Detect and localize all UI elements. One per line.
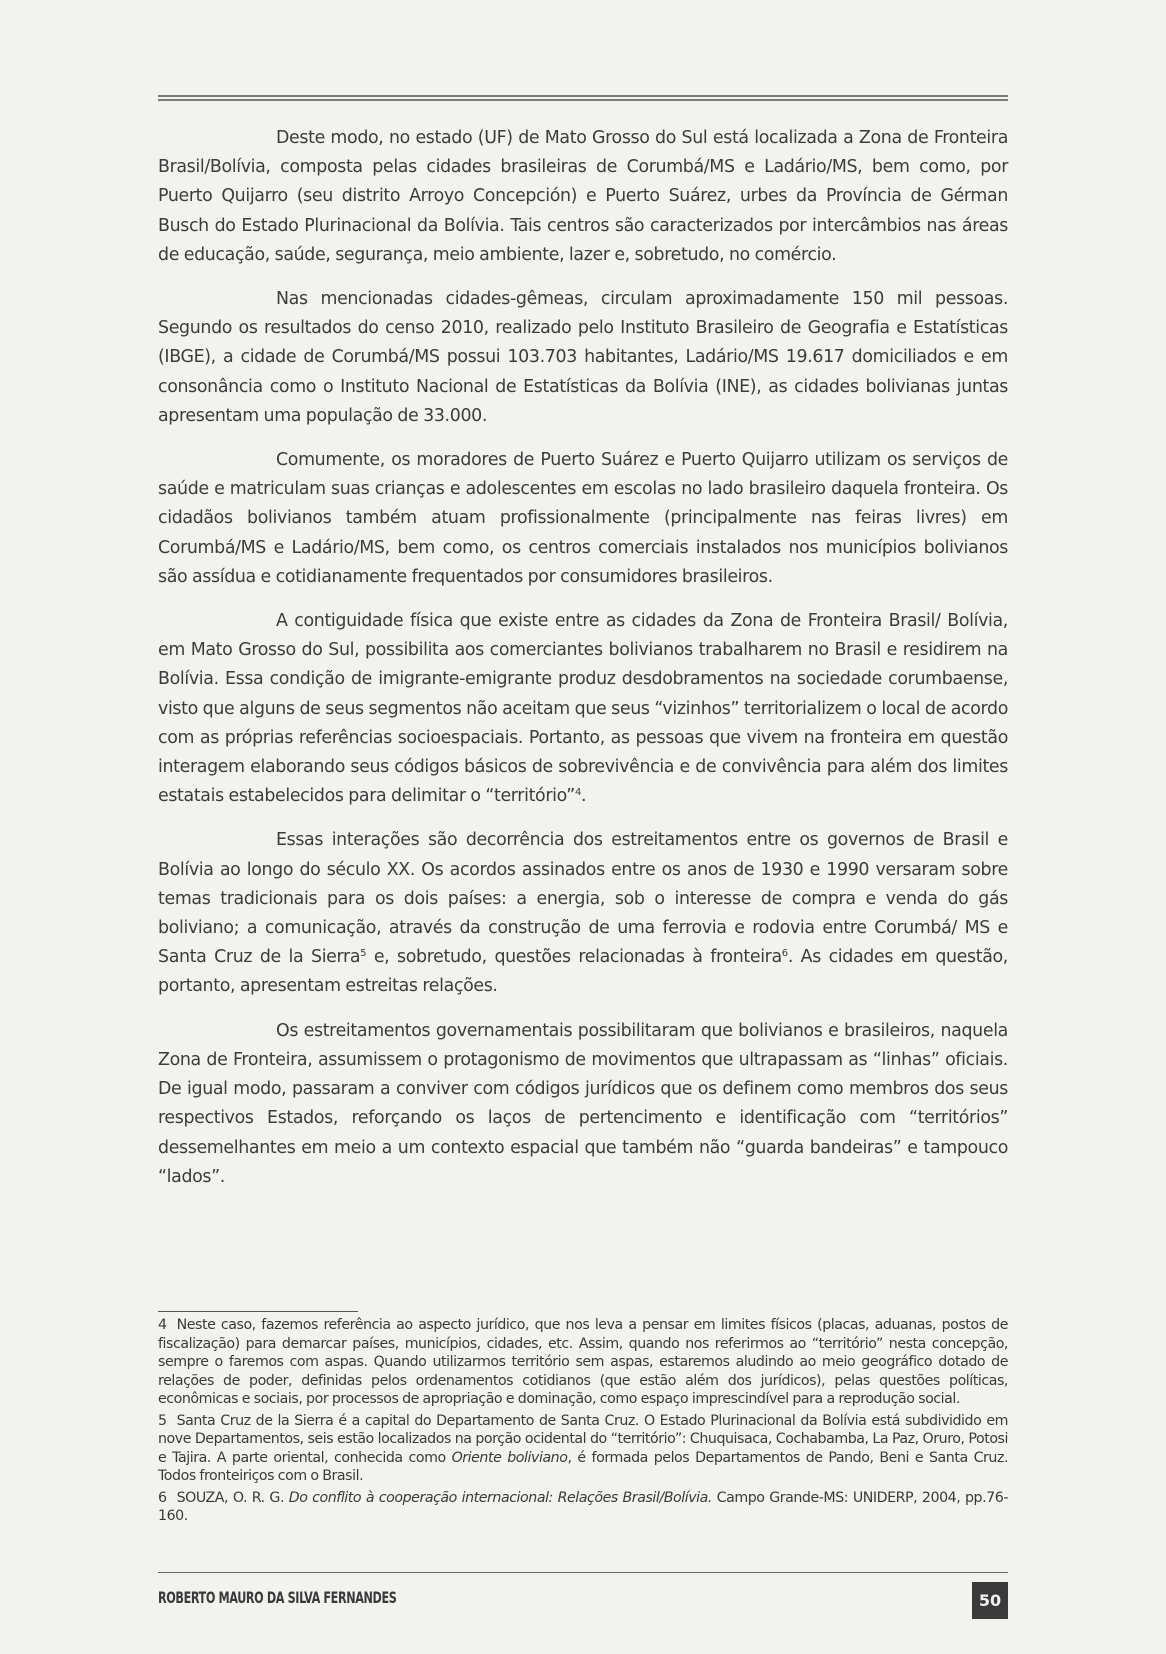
paragraph-5-part-2: e, sobretudo, questões relacionadas à fronteira xyxy=(366,947,782,968)
footnote-6-text-b: Campo Grande-MS: UNIDERP, 2004, pp.76-160. xyxy=(158,1489,1008,1524)
footnote-ref-6[interactable]: 6 xyxy=(781,948,788,960)
footnote-4-text: Neste caso, fazemos referência ao aspecto jurídico, que nos leva a pensar em limites físicos (placas, aduanas, postos de fiscalização) para demarcar países, municípios, cidades, etc. Assim, quando nos referirmos ao “território” nesta concepção, sempre o faremos com aspas. Quando utilizarmos território sem aspas, estaremos aludindo ao meio geográfico dotado de relações de poder, definidas pelos ordenamentos cotidianos (que estão além dos jurídicos), pelas questões políticas, econômicas e sociais, por processos de apropriação e dominação, como espaço imprescindível para a reprodução social. xyxy=(158,1317,1008,1407)
paragraph-5 xyxy=(158,826,1008,1001)
footer-rule xyxy=(158,1572,1008,1573)
paragraph-2: Nas mencionadas cidades-gêmeas, circulam aproximadamente 150 mil pessoas. Segundo os resultados do censo 2010, realizado pelo Instituto Brasileiro de Geografia e Estatísticas (IBGE), a cidade de Corumbá/MS possui 103.703 habitantes, Ladário/MS 19.617 domiciliados e em consonância como o Instituto Nacional de Estatísticas da Bolívia (INE), as cidades bolivianas juntas apresentam uma população de 33.000. xyxy=(158,289,1008,426)
header-double-rule xyxy=(158,95,1008,101)
footnote-6-number: 6 xyxy=(158,1489,167,1506)
body-text xyxy=(158,124,1008,1207)
page-number-badge: 50 xyxy=(972,1582,1008,1619)
footnote-6-italic: Do conflito à cooperação internacional: Relações Brasil/Bolívia. xyxy=(288,1489,712,1506)
footnotes xyxy=(158,1316,1008,1529)
paragraph-4-text: A contiguidade física que existe entre as cidades da Zona de Fronteira Brasil/ Bolívia, em Mato Grosso do Sul, possibilita aos comerciantes bolivianos trabalharem no Brasil e residirem na Bolívia. Essa condição de imigrante-emigrante produz desdobramentos na sociedade corumbaense, visto que alguns de seus segmentos não aceitam que seus “vizinhos” territorializem o local de acordo com as próprias referências socioespaciais. Portanto, as pessoas que vivem na fronteira em questão interagem elaborando seus códigos básicos de sobrevivência e de convivência para além dos limites estatais estabelecidos para delimitar o “território” xyxy=(158,611,1008,807)
paragraph-4 xyxy=(158,607,1008,811)
paragraph-3: Comumente, os moradores de Puerto Suárez e Puerto Quijarro utilizam os serviços de saúde e matriculam suas crianças e adolescentes em escolas no lado brasileiro daquela fronteira. Os cidadãos bolivianos também atuam profissionalmente (principalmente nas feiras livres) em Corumbá/MS e Ladário/MS, bem como, os centros comerciais instalados nos municípios bolivianos são assídua e cotidianamente frequentados por consumidores brasileiros. xyxy=(158,450,1008,587)
footnote-5-text-a: Santa Cruz de la Sierra é a capital do Departamento de Santa Cruz. O Estado Plurinacional da Bolívia está subdividido em nove Departamentos, seis estão localizados na porção ocidental do “território”: Chuquisaca, Cochabamba, La Paz, Oruro, Potosi e Tajira. A parte oriental, conhecida como xyxy=(158,1412,1008,1466)
paragraph-4-end: . xyxy=(580,786,587,807)
paragraph-1: Deste modo, no estado (UF) de Mato Grosso do Sul está localizada a Zona de Fronteira Brasil/Bolívia, composta pelas cidades brasileiras de Corumbá/MS e Ladário/MS, bem como, por Puerto Quijarro (seu distrito Arroyo Concepción) e Puerto Suárez, urbes da Província de Gérman Busch do Estado Plurinacional da Bolívia. Tais centros são caracterizados por intercâmbios nas áreas de educação, saúde, segurança, meio ambiente, lazer e, sobretudo, no comércio. xyxy=(158,128,1008,265)
document-page xyxy=(158,0,1008,1654)
footnote-ref-4[interactable]: 4 xyxy=(574,787,581,799)
footnote-4-number: 4 xyxy=(158,1317,167,1333)
footnote-5 xyxy=(158,1412,1008,1486)
footnote-5-italic: Oriente boliviano xyxy=(451,1449,568,1466)
paragraph-6: Os estreitamentos governamentais possibilitaram que bolivianos e brasileiros, naquela Zona de Fronteira, assumissem o protagonismo de movimentos que ultrapassam as “linhas” oficiais. De igual modo, passaram a conviver com códigos jurídicos que os definem como membros dos seus respectivos Estados, reforçando os laços de pertencimento e identificação com “territórios” dessemelhantes em meio a um contexto espacial que também não “guarda bandeiras” e tampouco “lados”. xyxy=(158,1020,1008,1187)
paragraph-5-part-3: . As cidades em questão, portanto, apresentam estreitas relações. xyxy=(158,947,1008,997)
footnote-5-number: 5 xyxy=(158,1412,167,1429)
footnote-5-text-b: , é formada pelos Departamentos de Pando, Beni e Santa Cruz. Todos fronteiriços com o Brasil. xyxy=(158,1449,1009,1484)
footnote-separator xyxy=(158,1311,358,1312)
footnote-6-text-a: SOUZA, O. R. G. xyxy=(176,1489,289,1506)
footnote-ref-5[interactable]: 5 xyxy=(360,948,367,960)
footnote-6 xyxy=(158,1489,1008,1526)
footnote-4 xyxy=(158,1316,1008,1409)
paragraph-5-part-1: Essas interações são decorrência dos estreitamentos entre os governos de Brasil e Bolívia ao longo do século XX. Os acordos assinados entre os anos de 1930 e 1990 versaram sobre temas tradicionais para os dois países: a energia, sob o interesse de compra e venda do gás boliviano; a comunicação, através da construção de uma ferrovia e rodovia entre Corumbá/ MS e Santa Cruz de la Sierra xyxy=(158,830,1008,968)
footer-author: ROBERTO MAURO DA SILVA FERNANDES xyxy=(158,1588,397,1607)
